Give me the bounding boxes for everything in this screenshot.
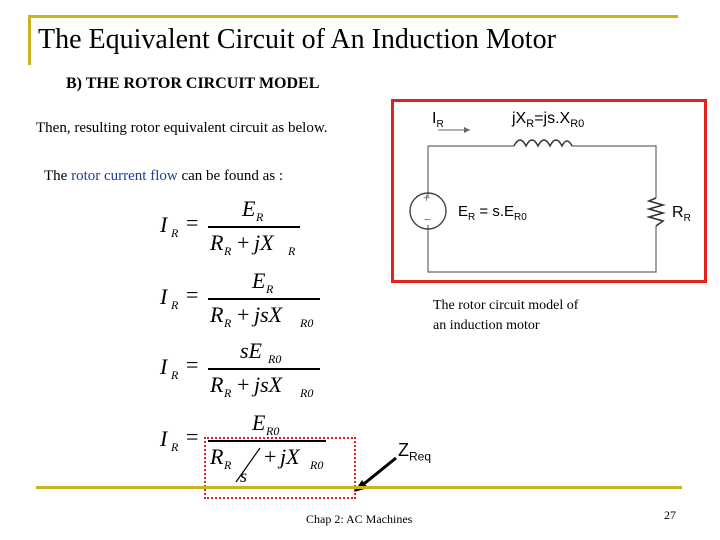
- zreq-highlight-box: [204, 437, 356, 499]
- source-minus: −: [424, 212, 432, 227]
- inductor-icon: [514, 140, 572, 146]
- footer-divider: [36, 486, 682, 489]
- source-plus: +: [423, 190, 431, 205]
- zreq-label: $Z_{Req}$: [398, 440, 432, 464]
- equation-3: I R = sE R0 R R + jsX R0: [160, 340, 330, 410]
- source-label: $E_R = s.E_{R0}$: [458, 203, 527, 223]
- top-wire: [572, 146, 656, 198]
- flow-prefix: The: [44, 168, 72, 184]
- current-label: $I_R$: [432, 110, 444, 131]
- flow-suffix: can be found as :: [177, 168, 284, 184]
- title-frame-top: [28, 15, 678, 18]
- inductor-label: $jX_R=js.X_{R0}$: [512, 110, 585, 131]
- resistor-icon: [649, 198, 663, 226]
- equation-1: I R = E R R R + jX R: [160, 198, 320, 268]
- flow-highlight-current: current flow: [104, 168, 178, 184]
- flow-highlight-rotor: rotor: [71, 168, 101, 184]
- slide-subtitle: B) THE ROTOR CIRCUIT MODEL: [66, 75, 320, 92]
- page-number: 27: [664, 508, 676, 522]
- slide-title: The Equivalent Circuit of An Induction Motor: [38, 24, 556, 55]
- circuit-caption: [433, 296, 633, 336]
- caption-line-1: The rotor circuit model of: [433, 298, 579, 313]
- intro-text: Then, resulting rotor equivalent circuit as below.: [36, 120, 328, 136]
- zreq-arrow-icon: [350, 455, 400, 495]
- current-flow-text: [44, 168, 283, 185]
- title-frame-left: [28, 15, 31, 65]
- caption-line-2: an induction motor: [433, 318, 540, 333]
- equation-4: I R = E R0 R R s + jX R0: [160, 412, 360, 492]
- footer-text: Chap 2: AC Machines: [306, 512, 413, 526]
- resistor-label: $R_R$: [672, 204, 691, 225]
- bottom-wire: [428, 225, 656, 272]
- equation-2: I R = E R R R + jsX R0: [160, 270, 330, 340]
